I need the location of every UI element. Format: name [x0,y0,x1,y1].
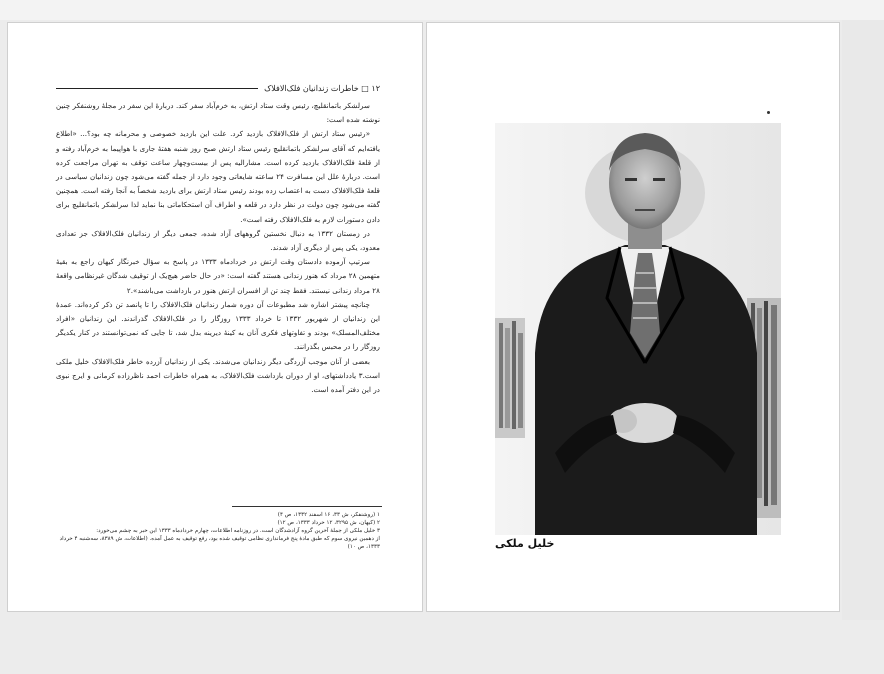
photo-caption: خلیل ملکی [495,537,555,550]
page-body-text [56,99,380,397]
footnote: ۱ (روشنفکر، ش ۳۳، ۱۶ اسفند ۱۳۳۲، ص ۴) [277,512,380,518]
running-head [56,81,380,95]
running-head-text: ۱۲ □ خاطرات زندانیان فلک‌الافلاک [264,83,380,93]
paragraph: در زمستان ۱۳۳۲ به دنبال نخستین گروههای آزاد شده، جمعی دیگر از زندانیان فلک‌الافلاک جز تعدادی معدود، یکی پس از دیگری آزاد شدند. [56,228,380,253]
running-head-rule [56,88,258,89]
portrait-photo-icon [495,123,781,535]
viewer-scroll-area[interactable] [842,20,884,620]
footnote-rule [232,506,382,507]
page-speck [767,111,770,114]
paragraph: چنانچه پیشتر اشاره شد مطبوعات آن دوره شمار زندانیان فلک‌الافلاک را تا پانصد تن ذکر کرده‌اند. عمدهٔ این زندانیان از شهریور ۱۳۳۲ تا خرداد ۱۳۳۳ روزگار را در فلک‌الافلاک گذراندند. این زندانیان «افراد مختلف‌المسلک» بودند و تفاوتهای فکری آنان به کینهٔ دیرینه بدل شد، تا جایی که نمی‌توانستند در کنار یکدیگر روزگار را در محبس بگذرانند. [56,299,380,352]
portrait-photo [495,123,781,535]
footnote: ۳ خلیل ملکی از جملهٔ آخرین گروه آزادشدگان است. در روزنامه اطلاعات، چهارم خردادماه ۱۳۳۳ این خبر به چشم می‌خورد: [96,528,380,534]
footnotes [56,511,380,551]
paragraph: بعضی از آنان موجب آزردگی دیگر زندانیان می‌شدند. یکی از زندانیان آزرده خاطر فلک‌الافلاک خلیل ملکی است.۳ یادداشتهای، او از دوران بازداشت فلک‌الافلاک، به همراه خاطرات احمد ناظرزاده کرمانی و ایرج نبوی در این دفتر آمده است. [56,356,380,395]
paragraph: «رئیس ستاد ارتش از فلک‌الافلاک بازدید کرد. علت این بازدید خصوصی و محرمانه چه بود؟... «اطلاع یافته‌ایم که آقای سرلشکر باتمانقلیچ رئیس ستاد ارتش صبح روز شنبه هفتهٔ جاری با هواپیما به خرم‌آباد رفته و از قلعهٔ فلک‌الافلاک بازدید کرده است. مشارالیه پس از بیست‌وچهار ساعت توقف به تهران مراجعت کرده است. دربارهٔ علل این مسافرت ۲۴ ساعته شایعاتی وجود دارد از جمله گفته می‌شود چون زندانیان سیاسی در قلعهٔ فلک‌الافلاک دست به اعتصاب زده بودند رئیس ستاد ارتش برای بازدید شخصاً به آنجا رفته است. همچنین گفته می‌شود چون دولت در نظر دارد در قلعه و اطراف آن استحکاماتی بنا نماید لذا سرلشکر باتمانقلیچ برای دادن دستورات لازم به فلک‌الافلاک رفته است». [56,129,380,224]
book-page-right [426,22,840,612]
paragraph: سرلشکر باتمانقلیچ، رئیس وقت ستاد ارتش، به خرم‌آباد سفر کند. دربارهٔ این سفر در مجلهٔ روشنفکر چنین نوشته شده است: [56,101,380,125]
viewer-top-bar [0,0,884,20]
footnote: از دهمین نیروی سوم که طبق مادهٔ پنج فرمانداری نظامی توقیف شده بود، رفع توقیف به عمل آمده. (اطلاعات، ش ۸۳۸۹، سه‌شنبه ۴ خرداد ۱۳۳۳، ص ۱۰) [59,536,380,550]
footnote: ۲ (کیهان، ش ۳۲۹۵، ۱۲ خرداد ۱۳۳۳، ص ۱۲) [277,520,380,526]
paragraph: سرتیپ آزموده دادستان وقت ارتش در خردادماه ۱۳۳۳ در پاسخ به سؤال خبرنگار کیهان راجع به بقیهٔ متهمین ۲۸ مرداد که هنوز زندانی هستند گفته است: «در حال حاضر هیچ‌یک از توقیف شدگان غیرنظامی واقعهٔ ۲۸ مرداد زندانی نیستند. فقط چند تن از افسران ارتش هنوز در بازداشت می‌باشند».۲ [56,257,380,295]
book-page-left [7,22,423,612]
